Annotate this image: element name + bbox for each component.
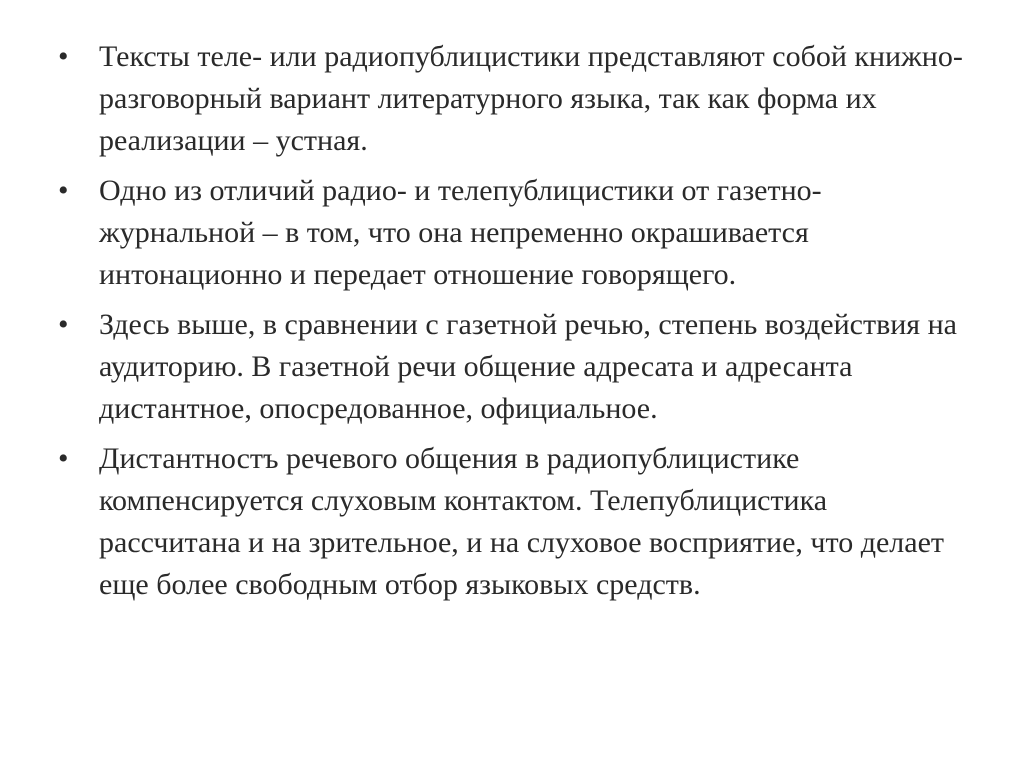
bullet-icon: • (58, 308, 69, 341)
bullet-item-3 (58, 304, 968, 430)
bullet-list (58, 36, 968, 614)
bullet-text: Тексты теле- или радиопублицистики представляют собой книжно-разговорный вариант литературного языка, так как форма их реализации – устная. (99, 40, 963, 157)
bullet-item-4 (58, 438, 968, 606)
bullet-icon: • (58, 40, 69, 73)
bullet-item-1 (58, 36, 968, 162)
bullet-icon: • (58, 174, 69, 207)
bullet-text: Здесь выше, в сравнении с газетной речью, степень воздействия на аудиторию. В газетной речи общение адресата и адресанта дистантное, опосредованное, официальное. (99, 308, 957, 425)
bullet-item-2 (58, 170, 968, 296)
bullet-icon: • (58, 442, 69, 475)
bullet-text: Одно из отличий радио- и телепублицистики от газетно-журнальной – в том, что она непременно окрашивается интонационно и передает отношение говорящего. (99, 174, 822, 291)
bullet-text: Дистантностъ речевого общения в радиопублицистике компенсируется слуховым контактом. Телепублицистика рассчитана и на зрительное, и на слуховое восприятие, что делает еще более свободным отбор языковых средств. (99, 442, 945, 601)
